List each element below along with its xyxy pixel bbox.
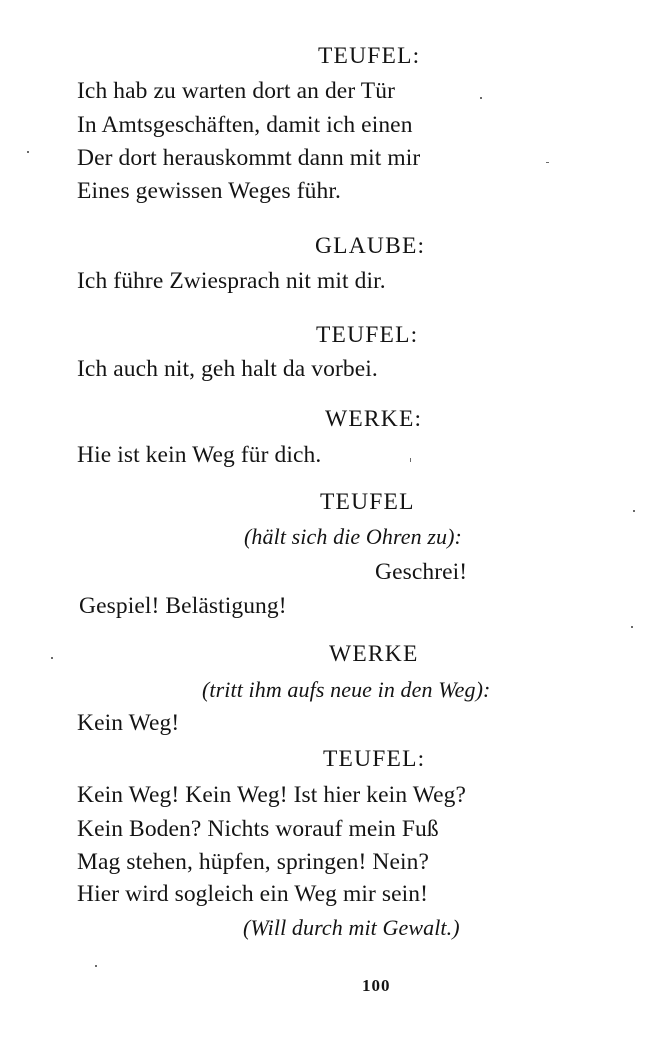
verse-line: Ich auch nit, geh halt da vorbei. — [77, 356, 378, 382]
verse-line: Kein Boden? Nichts worauf mein Fuß — [77, 816, 439, 842]
scan-speck — [480, 97, 482, 99]
scan-speck — [410, 458, 411, 462]
scan-speck — [546, 162, 549, 163]
scan-speck — [27, 151, 29, 153]
speaker-label: GLAUBE: — [315, 233, 426, 259]
verse-line: Der dort herauskommt dann mit mir — [77, 145, 421, 171]
verse-line: Eines gewissen Weges führ. — [77, 178, 341, 204]
verse-line: Mag stehen, hüpfen, springen! Nein? — [77, 849, 429, 875]
scan-speck — [631, 626, 633, 628]
verse-line: Ich führe Zwiesprach nit mit dir. — [77, 268, 386, 294]
verse-line: Hie ist kein Weg für dich. — [77, 442, 322, 468]
speaker-label: TEUFEL: — [318, 43, 421, 69]
page-number: 100 — [362, 976, 391, 995]
stage-direction: (Will durch mit Gewalt.) — [243, 915, 460, 940]
speaker-label: TEUFEL — [320, 489, 415, 515]
stage-direction: (tritt ihm aufs neue in den Weg): — [202, 677, 491, 702]
speaker-label: WERKE — [329, 641, 419, 667]
verse-line: Gespiel! Belästigung! — [79, 593, 287, 619]
verse-line: Kein Weg! — [77, 710, 180, 736]
scan-speck — [95, 965, 97, 967]
verse-line: In Amtsgeschäften, damit ich einen — [77, 112, 413, 138]
verse-line: Hier wird sogleich ein Weg mir sein! — [77, 881, 429, 907]
verse-line: Geschrei! — [375, 559, 468, 585]
stage-direction: (hält sich die Ohren zu): — [244, 524, 462, 549]
scan-speck — [633, 510, 635, 512]
verse-line: Kein Weg! Kein Weg! Ist hier kein Weg? — [77, 782, 467, 808]
speaker-label: TEUFEL: — [323, 746, 426, 772]
speaker-label: WERKE: — [325, 406, 423, 432]
scan-speck — [51, 657, 53, 659]
verse-line: Ich hab zu warten dort an der Tür — [77, 78, 396, 104]
speaker-label: TEUFEL: — [316, 322, 419, 348]
